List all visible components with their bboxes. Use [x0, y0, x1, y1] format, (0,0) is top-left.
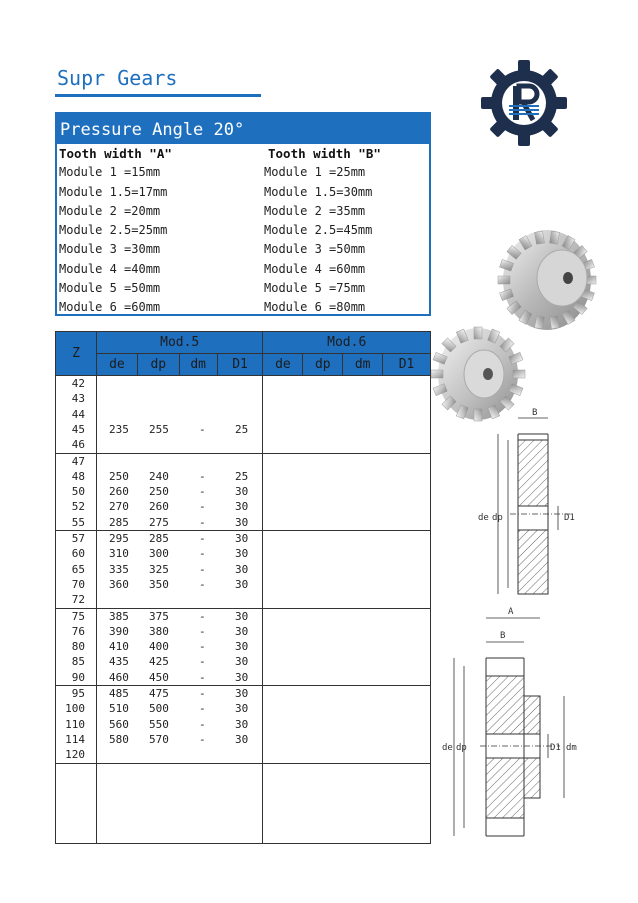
value-de: 385 [108, 609, 129, 623]
value-d1: 30 [234, 500, 249, 514]
table-row [97, 701, 263, 716]
value-dp: 400 [148, 640, 169, 654]
z-value: 100 [65, 702, 85, 716]
value-dm: - [198, 640, 206, 654]
diagram-label-dm: dm [566, 743, 577, 753]
z-value: 85 [71, 655, 85, 669]
table-row [97, 639, 263, 654]
value-de: 580 [108, 732, 129, 746]
tooth-width-a-title: Tooth width "A" [59, 146, 172, 161]
value-d1: 30 [234, 547, 249, 561]
mod6-header: Mod.6 [263, 332, 431, 354]
diagram-label-de: de [478, 513, 489, 523]
value-dp: 325 [148, 562, 169, 576]
z-value: 80 [71, 640, 85, 654]
value-dm: - [198, 515, 206, 529]
z-value: 44 [71, 407, 85, 421]
value-d1: 30 [234, 702, 249, 716]
value-dp: 570 [148, 732, 169, 746]
value-dm: - [198, 485, 206, 499]
value-de: 310 [108, 547, 129, 561]
table-row [97, 422, 263, 437]
z-value: 65 [71, 562, 85, 576]
table-row [97, 499, 263, 514]
z-value: 48 [71, 469, 85, 483]
spec-line: Module 6 =80mm [264, 300, 366, 315]
spec-line: Module 3 =30mm [59, 242, 161, 257]
value-dp: 380 [148, 624, 169, 638]
col-header-de: de [263, 354, 303, 376]
value-dp: 285 [148, 532, 169, 545]
value-de: 460 [108, 670, 129, 684]
spec-line: Module 1.5=17mm [59, 184, 168, 199]
table-row [97, 670, 263, 685]
z-values-cell [56, 531, 97, 609]
value-dp: 350 [148, 577, 169, 591]
value-d1: 30 [234, 624, 249, 638]
z-value: 76 [71, 624, 85, 638]
mod5-values-cell [96, 376, 263, 454]
value-de: 335 [108, 562, 129, 576]
value-dm: - [198, 547, 206, 561]
z-value: 72 [71, 593, 85, 607]
diagram-label-de: de [442, 743, 453, 753]
col-header-d1: D1 [217, 354, 263, 376]
col-header-de: de [96, 354, 137, 376]
value-dm: - [198, 609, 206, 623]
brand-underline [55, 94, 261, 97]
value-de: 485 [108, 687, 129, 700]
diagram-label-b: B [532, 408, 538, 418]
spec-line: Module 1.5=30mm [264, 184, 373, 199]
tooth-width-b-column [264, 144, 381, 318]
col-header-d1: D1 [383, 354, 431, 376]
value-de: 235 [108, 422, 129, 436]
value-dp: 550 [148, 717, 169, 731]
z-value: 46 [71, 438, 85, 452]
value-d1: 30 [234, 640, 249, 654]
value-de: 410 [108, 640, 129, 654]
z-value: 50 [71, 485, 85, 499]
value-d1: 30 [234, 577, 249, 591]
value-d1: 30 [234, 717, 249, 731]
pressure-angle-header: Pressure Angle 20° [57, 114, 429, 144]
table-row [97, 469, 263, 484]
spec-line: Module 5 =75mm [264, 281, 366, 296]
z-value: 114 [65, 732, 85, 746]
value-dm: - [198, 624, 206, 638]
tooth-width-b-title: Tooth width "B" [268, 146, 381, 161]
value-dp: 240 [148, 469, 169, 483]
value-d1: 30 [234, 655, 249, 669]
z-value: 70 [71, 577, 85, 591]
value-dm: - [198, 717, 206, 731]
value-d1: 25 [234, 422, 249, 436]
table-group-row [56, 453, 431, 531]
mod5-header: Mod.5 [96, 332, 263, 354]
value-dp: 300 [148, 547, 169, 561]
value-dp: 255 [148, 422, 169, 436]
value-dm: - [198, 702, 206, 716]
gear-diagram-plain [470, 402, 590, 602]
z-header: Z [56, 332, 97, 376]
col-header-dp: dp [303, 354, 343, 376]
value-dm: - [198, 732, 206, 746]
table-group-row [56, 686, 431, 764]
value-dp: 260 [148, 500, 169, 514]
z-value: 60 [71, 547, 85, 561]
mod5-values-cell [96, 763, 263, 843]
value-dp: 450 [148, 670, 169, 684]
spec-line: Module 4 =60mm [264, 261, 366, 276]
value-d1: 30 [234, 515, 249, 529]
mod5-values-cell [96, 608, 263, 686]
table-row [97, 484, 263, 499]
diagram-label-dp: dp [492, 513, 503, 523]
mod5-values-cell [96, 686, 263, 764]
value-dm: - [198, 562, 206, 576]
value-de: 560 [108, 717, 129, 731]
table-row [97, 624, 263, 639]
z-values-cell [56, 376, 97, 454]
spec-line: Module 2.5=45mm [264, 223, 373, 238]
z-value: 52 [71, 500, 85, 514]
value-d1: 30 [234, 485, 249, 499]
table-row [97, 732, 263, 747]
value-dp: 425 [148, 655, 169, 669]
value-de: 295 [108, 532, 129, 545]
diagram-label-a: A [508, 607, 514, 617]
table-row [97, 531, 263, 546]
z-value: 90 [71, 670, 85, 684]
col-header-dm: dm [343, 354, 383, 376]
table-row [97, 609, 263, 624]
spec-line: Module 1 =15mm [59, 165, 161, 180]
spec-line: Module 2.5=25mm [59, 223, 168, 238]
z-value: 42 [71, 377, 85, 390]
value-de: 360 [108, 577, 129, 591]
value-dm: - [198, 687, 206, 700]
value-dp: 500 [148, 702, 169, 716]
z-value: 47 [71, 454, 85, 468]
z-value: 120 [65, 748, 85, 762]
mod6-values-cell [263, 763, 431, 843]
gear-diagram-hub [440, 600, 590, 840]
value-dm: - [198, 670, 206, 684]
value-d1: 30 [234, 562, 249, 576]
value-dp: 275 [148, 515, 169, 529]
table-row [97, 515, 263, 530]
spec-line: Module 5 =50mm [59, 281, 161, 296]
mod6-values-cell [263, 453, 431, 531]
table-group-row [56, 531, 431, 609]
spec-line: Module 2 =20mm [59, 203, 161, 218]
mod5-values-cell [96, 453, 263, 531]
value-dp: 250 [148, 485, 169, 499]
table-row [97, 577, 263, 592]
z-value: 43 [71, 392, 85, 406]
company-logo-icon [479, 58, 569, 148]
brand-title: Supr Gears [57, 66, 178, 90]
spec-line: Module 4 =40mm [59, 261, 161, 276]
col-header-dm: dm [179, 354, 217, 376]
value-d1: 30 [234, 687, 249, 700]
z-value: 95 [71, 687, 85, 700]
value-d1: 30 [234, 732, 249, 746]
table-row [97, 686, 263, 701]
value-d1: 30 [234, 670, 249, 684]
value-de: 285 [108, 515, 129, 529]
value-dm: - [198, 532, 206, 545]
z-value: 55 [71, 515, 85, 529]
value-de: 510 [108, 702, 129, 716]
table-row [97, 546, 263, 561]
table-group-row [56, 608, 431, 686]
value-dm: - [198, 500, 206, 514]
z-value: 110 [65, 717, 85, 731]
z-values-cell [56, 686, 97, 764]
mod6-values-cell [263, 531, 431, 609]
value-d1: 30 [234, 532, 249, 545]
value-dp: 375 [148, 609, 169, 623]
mod5-values-cell [96, 531, 263, 609]
value-de: 270 [108, 500, 129, 514]
value-de: 435 [108, 655, 129, 669]
mod6-values-cell [263, 376, 431, 454]
table-row [97, 717, 263, 732]
value-dm: - [198, 655, 206, 669]
value-de: 390 [108, 624, 129, 638]
tooth-width-a-column [59, 144, 172, 318]
diagram-label-d1: D1 [550, 743, 561, 753]
diagram-label-dp: dp [456, 743, 467, 753]
dimension-table [55, 331, 431, 844]
z-values-cell [56, 763, 97, 843]
col-header-dp: dp [137, 354, 179, 376]
diagram-label-b: B [500, 631, 506, 641]
mod6-values-cell [263, 686, 431, 764]
diagram-label-d1: D1 [564, 513, 575, 523]
z-values-cell [56, 608, 97, 686]
table-row [97, 562, 263, 577]
table-row [97, 654, 263, 669]
table-group-row [56, 376, 431, 454]
value-d1: 25 [234, 469, 249, 483]
z-values-cell [56, 453, 97, 531]
value-dm: - [198, 469, 206, 483]
spec-line: Module 2 =35mm [264, 203, 366, 218]
spec-box [55, 112, 431, 316]
table-group-row [56, 763, 431, 843]
value-d1: 30 [234, 609, 249, 623]
value-dm: - [198, 577, 206, 591]
spec-line: Module 3 =50mm [264, 242, 366, 257]
z-value: 57 [71, 532, 85, 545]
value-de: 250 [108, 469, 129, 483]
z-value: 75 [71, 609, 85, 623]
value-dm: - [198, 422, 206, 436]
value-dp: 475 [148, 687, 169, 700]
spec-line: Module 6 =60mm [59, 300, 161, 315]
z-value: 45 [71, 422, 85, 436]
mod6-values-cell [263, 608, 431, 686]
value-de: 260 [108, 485, 129, 499]
spec-line: Module 1 =25mm [264, 165, 366, 180]
